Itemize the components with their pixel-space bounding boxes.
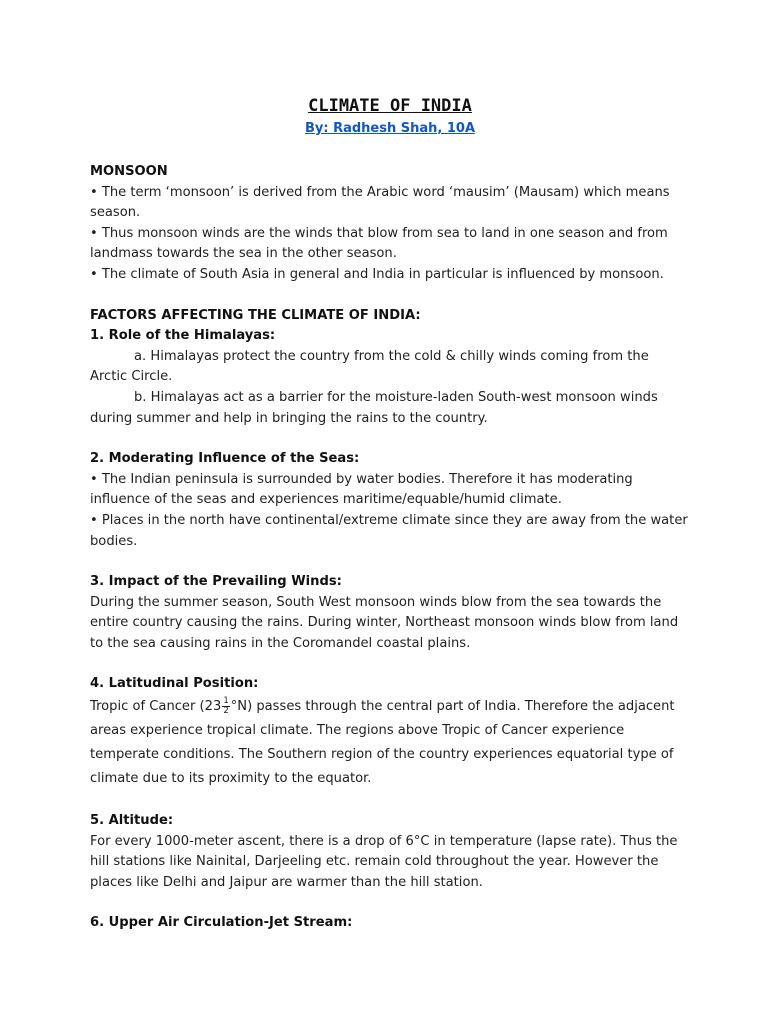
seas-bullet: • Places in the north have continental/extreme climate since they are away from the water bodies. [90,512,688,549]
latitude-text-end: °N) passes through the central part of India. Therefore the adjacent areas experience tropical climate. The regions above Tropic of Cancer experience temperate conditions. The Southern region of the country experiences equatorial type of climate due to its proximity to the equator. [90,699,675,787]
seas-heading: 2. Moderating Influence of the Seas: [90,451,360,467]
himalayas-heading: 1. Role of the Himalayas: [90,328,276,344]
monsoon-heading: MONSOON [90,164,168,179]
monsoon-bullet: • The climate of South Asia in general and India in particular is influenced by monsoon. [90,266,664,282]
himalayas-point: a. Himalayas protect the country from the cold & chilly winds coming from the Arctic Circle. [90,348,649,385]
monsoon-section [90,162,690,286]
factors-section [90,306,690,430]
fraction-denominator: 2 [223,706,229,717]
winds-section [90,572,690,654]
document-title: CLIMATE OF INDIA [308,96,472,116]
altitude-section [90,811,690,893]
seas-section [90,449,690,552]
author-link[interactable]: By: Radhesh Shah, 10A [304,121,476,136]
monsoon-bullet: • Thus monsoon winds are the winds that blow from sea to land in one season and from landmass towards the sea in the other season. [90,225,668,262]
fraction-numerator: 1 [223,696,229,707]
latitude-text-start: Tropic of Cancer (23 [90,699,222,715]
latitude-section [90,674,690,791]
winds-text: During the summer season, South West monsoon winds blow from the sea towards the entire country causing the rains. During winter, Northeast monsoon winds blow from land to the sea causing rains in the Coromandel coastal plains. [90,594,679,651]
winds-heading: 3. Impact of the Prevailing Winds: [90,574,342,590]
factors-heading: FACTORS AFFECTING THE CLIMATE OF INDIA: [90,307,421,323]
seas-bullet: • The Indian peninsula is surrounded by water bodies. Therefore it has moderating influence of the seas and experiences maritime/equable/humid climate. [90,471,633,508]
latitude-heading: 4. Latitudinal Position: [90,676,259,692]
altitude-heading: 5. Altitude: [90,813,174,829]
jet-stream-heading: 6. Upper Air Circulation-Jet Stream: [90,915,353,931]
monsoon-bullet: • The term ‘monsoon’ is derived from the Arabic word ‘mausim’ (Mausam) which means season. [90,184,670,221]
altitude-text: For every 1000-meter ascent, there is a drop of 6°C in temperature (lapse rate). Thus the hill stations like Nainital, Darjeeling etc. remain cold throughout the year. However the places like Delhi and Jaipur are warmer than the hill station. [90,833,678,890]
himalayas-point: b. Himalayas act as a barrier for the moisture-laden South-west monsoon winds during summer and help in bringing the rains to the country. [90,389,658,426]
latitude-text [90,695,690,791]
document-page [90,94,690,934]
half-fraction [222,697,229,716]
jet-stream-section [90,913,690,934]
